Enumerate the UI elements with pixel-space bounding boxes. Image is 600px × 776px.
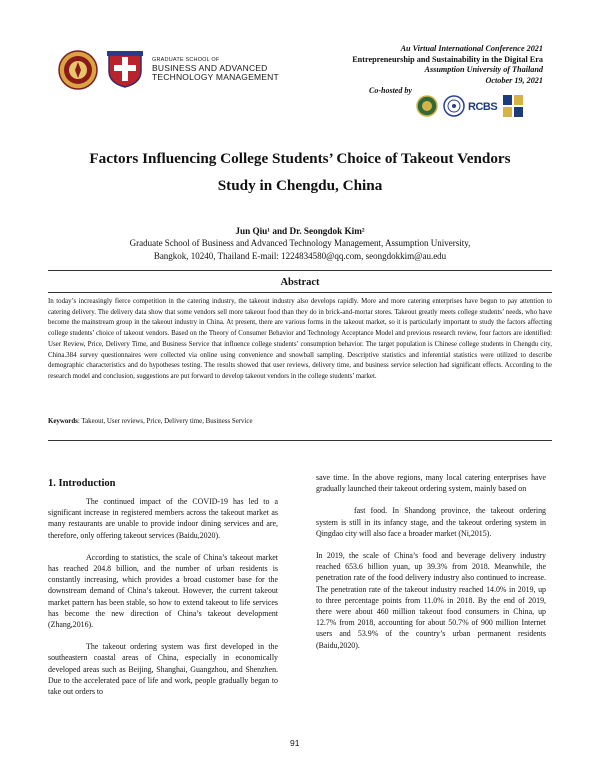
cohost-emblem-logo [443, 95, 465, 117]
paper-title-line-2: Study in Chengdu, China [217, 177, 383, 194]
conference-date: October 19, 2021 [485, 75, 543, 85]
conference-name: Au Virtual International Conference 2021 [400, 44, 543, 53]
paper-authors: Jun Qiu¹ and Dr. Seongdok Kim² [235, 226, 365, 236]
university-seal-logo [58, 50, 98, 90]
abstract-body: In today’s increasingly fierce competition in the catering industry, the takeout industry also develops rapidly. More and more catering enterprises have begun to pay attention to catering delivery. The delivery data show that some vendors sell more takeout food than they do in brick-and-mortar stores. Takeout greatly meets college students’ needs, who have become the mainstream group in the takeout industry in China. At present, there are various forms in the takeout market, so it is particularly important to study the factors affecting college students’ choice of takeout vendors. Based on the Theory of Consumer Behavior and Technology Acceptance Model and previous research review, four factors are identified: User Review, Price, Delivery Time, and Business Service that influence college students’ consumption behavior. The target population is Chinese college students in Chengdu city, China.384 survey questionnaires were collected via online using convenience and snowball sampling. Descriptive statistics and inferential statistics were utilized to describe demographic characteristics and do hypotheses testing. The results showed that user reviews, delivery time, and business service selection had significant effects. According to the research model and conclusion, suggestions are put forward to develop takeout vendors in the college students’ market. [48, 298, 552, 380]
keywords-values: : Takeout, User reviews, Price, Delivery time, Business Service [77, 418, 253, 425]
abstract-heading: Abstract [280, 277, 320, 288]
wordmark-line-1: GRADUATE SCHOOL OF [152, 57, 220, 63]
wordmark-line-3: TECHNOLOGY MANAGEMENT [152, 72, 279, 82]
keywords-line [48, 418, 552, 425]
section-heading-introduction: 1. Introduction [48, 478, 116, 489]
wordmark-line-2: BUSINESS AND ADVANCED [152, 63, 268, 73]
affiliation-line-1: Graduate School of Business and Advanced Technology Management, Assumption University, [129, 238, 471, 248]
keywords-label: Keywords [48, 418, 78, 425]
affiliation-line-2: Bangkok, 10240, Thailand E-mail: 1224834580@qq.com, seongdokkim@au.edu [153, 251, 447, 261]
conference-info [352, 44, 543, 86]
paper-title-line-1: Factors Influencing College Students’ Choice of Takeout Vendors [89, 150, 511, 167]
intro-paragraph-6: In 2019, the scale of China’s food and beverage delivery industry reached 653.6 billion yuan, up 39.3% from 2018. Meanwhile, the penetration rate of the food delivery industry also continued to increase. The penetration rate of the takeout industry reached 14.0% in 2019, up to three percentage points from 11.0% in 2018. By the end of 2019, there were about 460 million takeout food consumers in China, up 12.7% from 2018, accounting for about 50.7% of 900 million Internet users and 53.9% of the country’s urban permanent residents (Baidu,2020). [316, 551, 546, 650]
abstract-section-rule [48, 440, 552, 441]
abstract-rule-top [48, 270, 552, 271]
left-column [48, 496, 278, 697]
conference-host: Assumption University of Thailand [424, 65, 543, 74]
cohost-grid-logo [502, 94, 524, 118]
intro-paragraph-1: The continued impact of the COVID-19 has led to a significant increase in registered members across the takeout market as many restaurants are unable to provide indoor dining services and are, therefore, only offering takeout services (Baidu,2020). [48, 497, 278, 540]
intro-paragraph-3: The takeout ordering system was first developed in the southeastern coastal areas of China, especially in economically developed areas such as Beijing, Shanghai, Guangzhou, and Shenzhen. Due to the accelerated pace of life and work, people gradually began to take out orders to [48, 642, 278, 697]
rcbs-logo [468, 97, 498, 117]
intro-paragraph-2: According to statistics, the scale of China’s takeout market has reached 204.8 billion, and the number of urban residents is constantly increasing, which provides a broad customer base for the downstream demand of China’s takeout. However, the current takeout market pattern has been stable, so how to extend takeout to life services has become the new direction of China’s takeout development (Zhang,2016). [48, 552, 278, 630]
rcbs-text: RCBS [468, 101, 498, 113]
conference-theme: Entrepreneurship and Sustainability in the Digital Era [352, 54, 543, 64]
cohosted-label: Co-hosted by [369, 86, 412, 95]
page-number: 91 [290, 738, 300, 748]
gsbatm-wordmark [152, 56, 279, 82]
intro-paragraph-5: fast food. In Shandong province, the takeout ordering system is still in its infancy stage, and the takeout ordering system in Qingdao city will also face a broader market (Ni,2015). [316, 506, 546, 538]
cohost-seal-logo [416, 95, 438, 117]
crest-logo [103, 49, 147, 89]
intro-paragraph-4: save time. In the above regions, many local catering enterprises have gradually launched their takeout ordering system, mainly based on [316, 473, 546, 494]
abstract-rule-bottom [48, 292, 552, 293]
right-column [316, 472, 546, 651]
